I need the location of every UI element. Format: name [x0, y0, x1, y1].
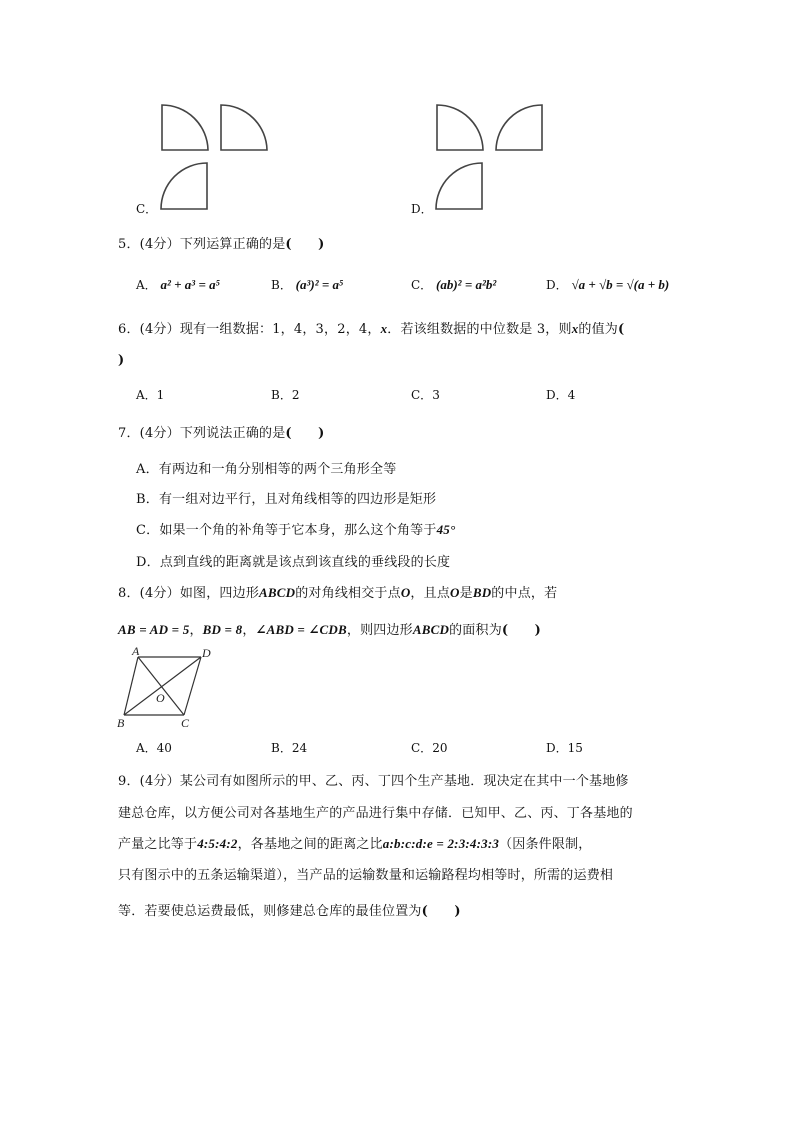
option-c-label: C． [136, 202, 158, 216]
q7-stem: 7．(4分）下列说法正确的是( ) [118, 426, 325, 441]
vertex-label-c: C [181, 716, 190, 730]
figure-option-d [405, 95, 565, 215]
q8-stem-line2: AB = AD = 5，BD = 8，∠ABD = ∠CDB，则四边形ABCD的面积为( ) [118, 622, 542, 638]
q5-option-b[interactable]: B． (a³)² = a⁵ [271, 277, 344, 292]
q9-stem-line4: 只有图示中的五条运输渠道），当产品的运输数量和运输路程均相等时，所需的运费相 [118, 868, 614, 883]
vertex-label-b: B [117, 716, 125, 730]
q6-option-b[interactable]: B．2 [271, 388, 300, 402]
q8-answer-paren: ( ) [501, 623, 542, 638]
figure-option-c [130, 95, 290, 215]
q7-answer-paren: ( ) [285, 426, 325, 441]
q5-answer-paren: ( ) [285, 237, 325, 252]
q6-stem: 6．(4分）现有一组数据：1，4，3，2，4，x．若该组数据的中位数是 3，则x的值为( [118, 321, 625, 337]
q8-stem-line1: 8．(4分）如图，四边形ABCD的对角线相交于点O，且点O是BD的中点，若 [118, 585, 558, 601]
vertex-label-d: D [202, 646, 211, 660]
q7-option-c[interactable]: C．如果一个角的补角等于它本身，那么这个角等于45° [136, 522, 456, 538]
q8-figure-quadrilateral [115, 645, 225, 730]
q9-answer-paren: ( ) [421, 904, 461, 919]
q8-option-d[interactable]: D．15 [546, 741, 583, 755]
q5-option-d[interactable]: D． √a + √b = √(a + b) [546, 277, 670, 292]
q5-option-a[interactable]: A． a² + a³ = a⁵ [136, 277, 221, 292]
q9-stem-line1: 9．(4分）某公司有如图所示的甲、乙、丙、丁四个生产基地．现决定在其中一个基地修 [118, 774, 629, 789]
q7-option-a[interactable]: A．有两边和一角分别相等的两个三角形全等 [136, 462, 397, 477]
q9-stem-line5: 等．若要使总运费最低，则修建总仓库的最佳位置为( ) [118, 904, 461, 919]
edge-cd [184, 657, 201, 715]
center-label-o: O [156, 691, 165, 705]
q9-stem-line3: 产量之比等于4:5:4:2，各基地之间的距离之比a:b:c:d:e = 2:3:4:3:3（因条件限制， [118, 836, 592, 852]
q5-stem: 5．(4分）下列运算正确的是( ) [118, 237, 325, 252]
option-d-label: D． [411, 202, 433, 216]
q8-option-b[interactable]: B．24 [271, 741, 308, 755]
q6-option-c[interactable]: C．3 [411, 388, 440, 402]
q6-option-d[interactable]: D．4 [546, 388, 576, 402]
q7-option-b[interactable]: B．有一组对边平行，且对角线相等的四边形是矩形 [136, 492, 437, 507]
q9-stem-line2: 建总仓库，以方便公司对各基地生产的产品进行集中存储．已知甲、乙、丙、丁各基地的 [118, 806, 633, 821]
q8-option-a[interactable]: A．40 [136, 741, 172, 755]
vertex-label-a: A [132, 644, 140, 658]
diagonal-ac [138, 657, 184, 715]
q6-answer-paren-close: ) [118, 353, 125, 368]
q6-option-a[interactable]: A．1 [136, 388, 165, 402]
q8-option-c[interactable]: C．20 [411, 741, 448, 755]
q7-option-d[interactable]: D．点到直线的距离就是该点到该直线的垂线段的长度 [136, 555, 451, 570]
q5-option-c[interactable]: C． (ab)² = a²b² [411, 277, 497, 292]
